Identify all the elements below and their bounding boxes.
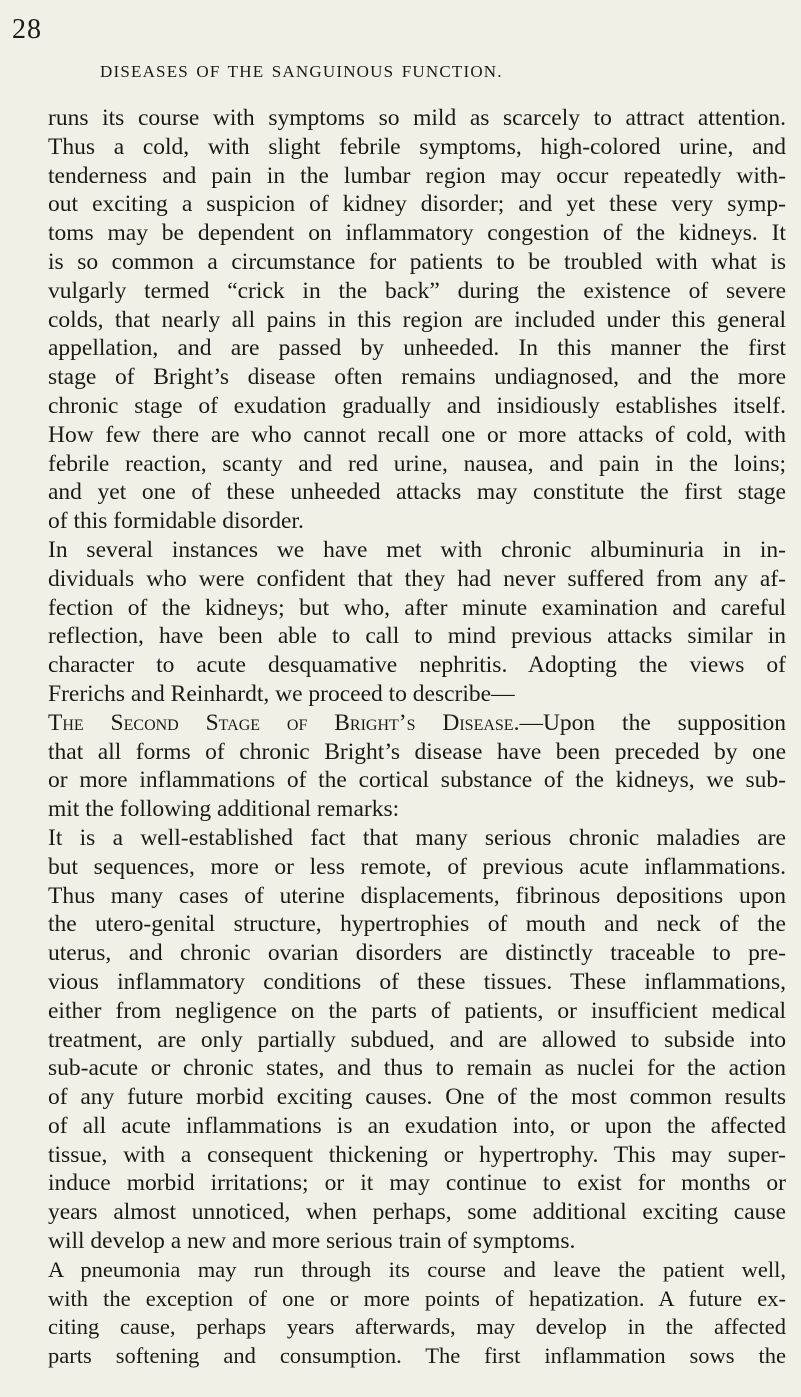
text-line: runs its course with symptoms so mild as scarcely to attract attention.	[48, 105, 786, 131]
text-line: either from negligence on the parts of patients, or insufficient medical	[48, 997, 786, 1024]
text-line: is so common a circumstance for patients to be troubled with what is	[48, 248, 786, 275]
text-line: dividuals who were confident that they had never suffered from any af-	[48, 565, 786, 592]
text-line: sub-acute or chronic states, and thus to remain as nuclei for the action	[48, 1055, 786, 1082]
text-line: of this formidable disorder.	[48, 508, 304, 535]
text-line: with the exception of one or more points of hepatization. A future ex-	[48, 1285, 786, 1311]
text-line: A pneumonia may run through its course and leave the patient well,	[48, 1256, 786, 1282]
text-line: reflection, have been able to call to mind previous attacks similar in	[48, 623, 786, 650]
text-line: colds, that nearly all pains in this region are included under this general	[48, 306, 786, 333]
text-line: Thus a cold, with slight febrile symptoms, high-colored urine, and	[48, 133, 786, 160]
text-line: Thus many cases of uterine displacements, fibrinous depositions upon	[48, 882, 786, 909]
text-line: years almost unnoticed, when perhaps, some additional exciting cause	[48, 1199, 786, 1226]
paragraph-3	[48, 709, 786, 824]
paragraph-1	[48, 104, 786, 536]
text-line: In several instances we have met with chronic albuminuria in in-	[48, 536, 786, 563]
paragraph-2	[48, 536, 786, 709]
section-heading: The Second Stage of Bright’s Disease.	[48, 709, 520, 736]
text-line: toms may be dependent on inflammatory congestion of the kidneys. It	[48, 220, 786, 247]
text-line: and yet one of these unheeded attacks may constitute the first stage	[48, 479, 786, 506]
text-line: stage of Bright’s disease often remains undiagnosed, and the more	[48, 364, 786, 391]
text-line: tenderness and pain in the lumbar region may occur repeatedly with-	[48, 162, 786, 189]
text-line: appellation, and are passed by unheeded. In this manner the first	[48, 335, 786, 362]
text-line: It is a well-established fact that many serious chronic maladies are	[48, 824, 786, 851]
text-line: vulgarly termed “crick in the back” during the existence of severe	[48, 277, 786, 304]
text-line: vious inflammatory conditions of these tissues. These inflammations,	[48, 968, 786, 995]
text-line: the utero-genital structure, hypertrophies of mouth and neck of the	[48, 911, 786, 938]
text-line: chronic stage of exudation gradually and insidiously establishes itself.	[48, 392, 786, 419]
paragraph-4	[48, 824, 786, 1256]
text-line: tissue, with a consequent thickening or hypertrophy. This may super-	[48, 1141, 786, 1168]
text-line: induce morbid irritations; or it may continue to exist for months or	[48, 1170, 786, 1197]
text-line: character to acute desquamative nephritis. Adopting the views of	[48, 652, 786, 679]
heading-continuation: —Upon the supposition	[519, 709, 786, 736]
text-line: will develop a new and more serious train of symptoms.	[48, 1228, 576, 1255]
text-line: of any future morbid exciting causes. One of the most common results	[48, 1084, 786, 1111]
text-line: citing cause, perhaps years afterwards, may develop in the affected	[48, 1314, 786, 1340]
text-line: uterus, and chronic ovarian disorders are distinctly traceable to pre-	[48, 940, 786, 967]
text-line: mit the following additional remarks:	[48, 796, 400, 823]
text-line: or more inflammations of the cortical substance of the kidneys, we sub-	[48, 767, 786, 794]
text-line: but sequences, more or less remote, of previous acute inflammations.	[48, 853, 786, 880]
text-line: out exciting a suspicion of kidney disorder; and yet these very symp-	[48, 191, 786, 218]
paragraph-5	[48, 1256, 786, 1371]
text-line: treatment, are only partially subdued, and are allowed to subside into	[48, 1026, 786, 1053]
text-line: of all acute inflammations is an exudation into, or upon the affected	[48, 1112, 786, 1139]
running-head: DISEASES OF THE SANGUINOUS FUNCTION.	[100, 62, 503, 81]
text-line: that all forms of chronic Bright’s disease have been preceded by one	[48, 738, 786, 765]
text-line	[48, 709, 786, 738]
text-line: febrile reaction, scanty and red urine, nausea, and pain in the loins;	[48, 450, 786, 477]
text-line: Frerichs and Reinhardt, we proceed to describe—	[48, 680, 515, 707]
text-line: How few there are who cannot recall one or more attacks of cold, with	[48, 421, 786, 448]
page-number: 28	[12, 14, 42, 45]
text-line: fection of the kidneys; but who, after minute examination and careful	[48, 594, 786, 621]
body-text	[48, 104, 786, 1371]
text-line: parts softening and consumption. The first inflammation sows the	[48, 1343, 786, 1369]
